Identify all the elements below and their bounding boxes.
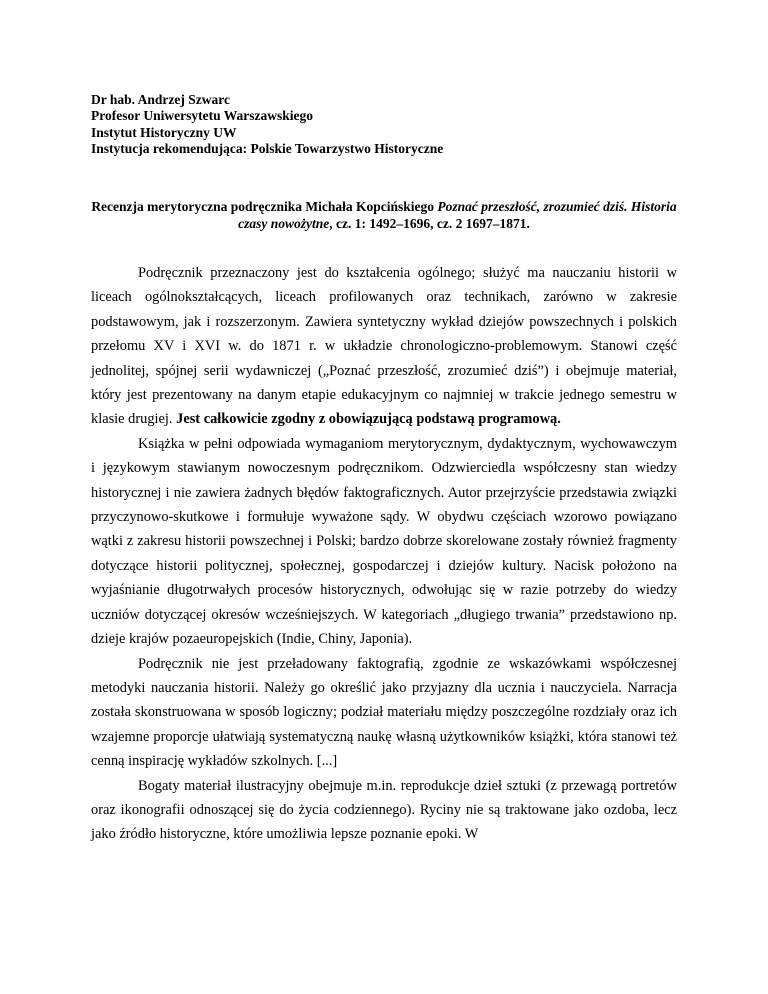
recommending-institution: Instytucja rekomendująca: Polskie Towarzystwo Historyczne — [91, 140, 444, 156]
author-header — [91, 92, 443, 157]
book-title: Poznać przeszłość, zrozumieć dziś. Historia czasy nowożytne — [238, 199, 677, 231]
review-body — [91, 261, 677, 847]
title-suffix: , cz. 1: 1492–1696, cz. 2 1697–1871. — [329, 215, 530, 231]
author-name: Dr hab. Andrzej Szwarc — [91, 92, 230, 107]
paragraph-3: Podręcznik nie jest przeładowany faktografią, zgodnie ze wskazówkami współczesnej metodyki nauczania historii. Należy go określić jako przyjazny dla ucznia i nauczyciela. Narracja została skonstruowana w sposób logiczny; podział materiału między poszczególne rozdziały oraz ich wzajemne proporcje ułatwiają systematyczną naukę własną użytkowników książki, która stanowi też cenną inspirację wykładów szkolnych. [...] — [91, 655, 677, 770]
paragraph-1-bold-conclusion: Jest całkowicie zgodny z obowiązującą podstawą programową. — [176, 411, 561, 428]
author-institute: Instytut Historyczny UW — [91, 124, 237, 140]
paragraph-1-text: Podręcznik przeznaczony jest do kształcenia ogólnego; służyć ma nauczaniu historii w liceach ogólnokształcących, liceach profilowanych oraz technikach, zarówno w zakresie podstawowym, jak i rozszerzonym. Zawiera syntetyczny wykład dziejów powszechnych i polskich przełomu XV i XVI w. do 1871 r. w układzie chronologiczno-problemowym. Stanowi część jednolitej, spójnej serii wydawniczej („Poznać przeszłość, zrozumieć dziś”) i obejmuje materiał, który jest prezentowany na danym etapie edukacyjnym co najmniej w trakcie jednego semestru w klasie drugiej. — [91, 265, 677, 428]
author-position: Profesor Uniwersytetu Warszawskiego — [91, 108, 313, 124]
paragraph-2: Książka w pełni odpowiada wymaganiom merytorycznym, dydaktycznym, wychowawczym i językowym stawianym nowoczesnym podręcznikom. Odzwierciedla współczesny stan wiedzy historycznej i nie zawiera żadnych błędów faktograficznych. Autor przejrzyście przedstawia związki przyczynowo-skutkowe i formułuje wyważone sądy. W obydwu częściach wzorowo powiązano wątki z zakresu historii powszechnej i Polski; bardzo dobrze skorelowane zostały również fragmenty dotyczące historii politycznej, społecznej, gospodarczej i dziejów kultury. Nacisk położono na wyjaśnianie długotrwałych procesów historycznych, odwołując się w razie potrzeby do wiedzy uczniów dotyczącej okresów wcześniejszych. W kategoriach „długiego trwania” przedstawiono np. dzieje krajów pozaeuropejskich (Indie, Chiny, Japonia). — [91, 435, 677, 648]
paragraph-1 — [91, 261, 677, 432]
paragraph-4: Bogaty materiał ilustracyjny obejmuje m.in. reprodukcje dzieł sztuki (z przewagą portretów oraz ikonografii odnoszącej się do życia codziennego). Ryciny nie są traktowane jako ozdoba, lecz jako źródło historyczne, które umożliwia lepsze poznanie epoki. W — [91, 777, 677, 843]
review-title — [91, 199, 677, 232]
title-prefix: Recenzja merytoryczna podręcznika Michała Kopcińskiego — [91, 199, 438, 214]
